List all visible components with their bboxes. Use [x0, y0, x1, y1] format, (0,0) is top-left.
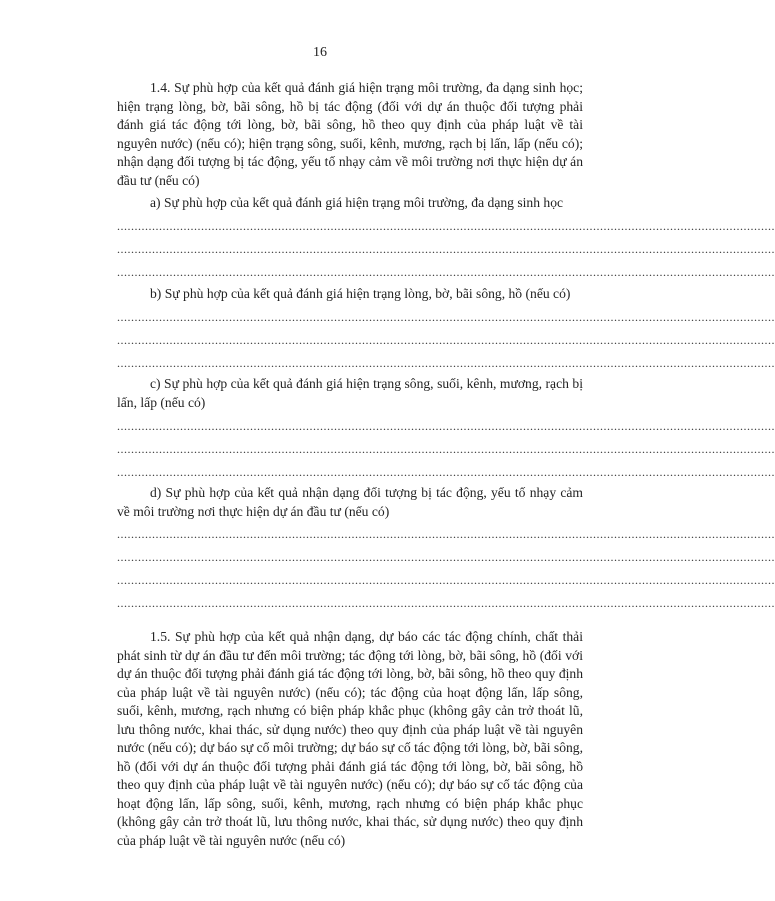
dotted-line: ............................................................................................................................................................................................	[117, 219, 775, 233]
item-a-text: a) Sự phù hợp của kết quả đánh giá hiện trạng môi trường, đa dạng sinh học	[150, 195, 564, 210]
section-1-5	[117, 628, 583, 850]
dotted-line: ............................................................................................................................................................................................	[117, 550, 775, 564]
item-c	[117, 375, 583, 412]
section-1-5-text: 1.5. Sự phù hợp của kết quả nhận dạng, dự báo các tác động chính, chất thải phát sinh từ dự án đầu tư đến môi trường; tác động tới lòng, bờ, bãi sông, hồ (đối với dự án thuộc đối tượng phải đánh giá tác động tới lòng, bờ, bãi sông, hồ theo quy định của pháp luật về tài nguyên nước) (nếu có); tác động của hoạt động lấn, lấp sông, suối, kênh, mương, rạch nhưng có biện pháp khắc phục (không gây cản trở thoát lũ, lưu thông nước, khai thác, sử dụng nước) theo quy định của pháp luật về tài nguyên nước (nếu có); dự báo sự cố môi trường; dự báo sự cố tác động tới lòng, bờ, bãi sông, hồ (đối với dự án thuộc đối tượng phải đánh giá tác động tới lòng, bờ, bãi sông, hồ theo quy định của pháp luật về tài nguyên nước) (nếu có); dự báo sự cố tác động của hoạt động lấn, lấp sông, suối, kênh, mương, rạch nhưng có biện pháp khắc phục (không gây cản trở thoát lũ, lưu thông nước, khai thác, sử dụng nước) theo quy định của pháp luật về tài nguyên nước (nếu có)	[117, 629, 583, 848]
item-d	[117, 484, 583, 521]
dotted-line: ............................................................................................................................................................................................	[117, 573, 775, 587]
dotted-line: ............................................................................................................................................................................................	[117, 465, 775, 479]
dotted-line: ............................................................................................................................................................................................	[117, 527, 775, 541]
dotted-line: ............................................................................................................................................................................................	[117, 242, 775, 256]
dotted-line: ............................................................................................................................................................................................	[117, 596, 775, 610]
item-b	[117, 285, 583, 304]
dotted-line: ............................................................................................................................................................................................	[117, 442, 775, 456]
dotted-line: ............................................................................................................................................................................................	[117, 419, 775, 433]
item-b-text: b) Sự phù hợp của kết quả đánh giá hiện trạng lòng, bờ, bãi sông, hồ (nếu có)	[150, 286, 571, 301]
item-d-text: d) Sự phù hợp của kết quả nhận dạng đối tượng bị tác động, yếu tố nhạy cảm về môi trường nơi thực hiện dự án đầu tư (nếu có)	[117, 485, 583, 519]
dotted-line: ............................................................................................................................................................................................	[117, 310, 775, 324]
section-1-4-text: 1.4. Sự phù hợp của kết quả đánh giá hiện trạng môi trường, đa dạng sinh học; hiện trạng lòng, bờ, bãi sông, hồ bị tác động (đối với dự án thuộc đối tượng phải đánh giá tác động tới lòng, bờ, bãi sông, hồ theo quy định của pháp luật về tài nguyên nước) (nếu có); hiện trạng sông, suối, kênh, mương, rạch bị lấn, lấp (nếu có); nhận dạng đối tượng bị tác động, yếu tố nhạy cảm về môi trường nơi thực hiện dự án đầu tư (nếu có)	[117, 80, 583, 188]
page-number: 16	[313, 45, 327, 60]
dotted-line: ............................................................................................................................................................................................	[117, 333, 775, 347]
item-c-text: c) Sự phù hợp của kết quả đánh giá hiện trạng sông, suối, kênh, mương, rạch bị lấn, lấp (nếu có)	[117, 376, 583, 410]
section-1-4	[117, 79, 583, 190]
item-a	[117, 194, 583, 213]
dotted-line: ............................................................................................................................................................................................	[117, 356, 775, 370]
dotted-line: ............................................................................................................................................................................................	[117, 265, 775, 279]
